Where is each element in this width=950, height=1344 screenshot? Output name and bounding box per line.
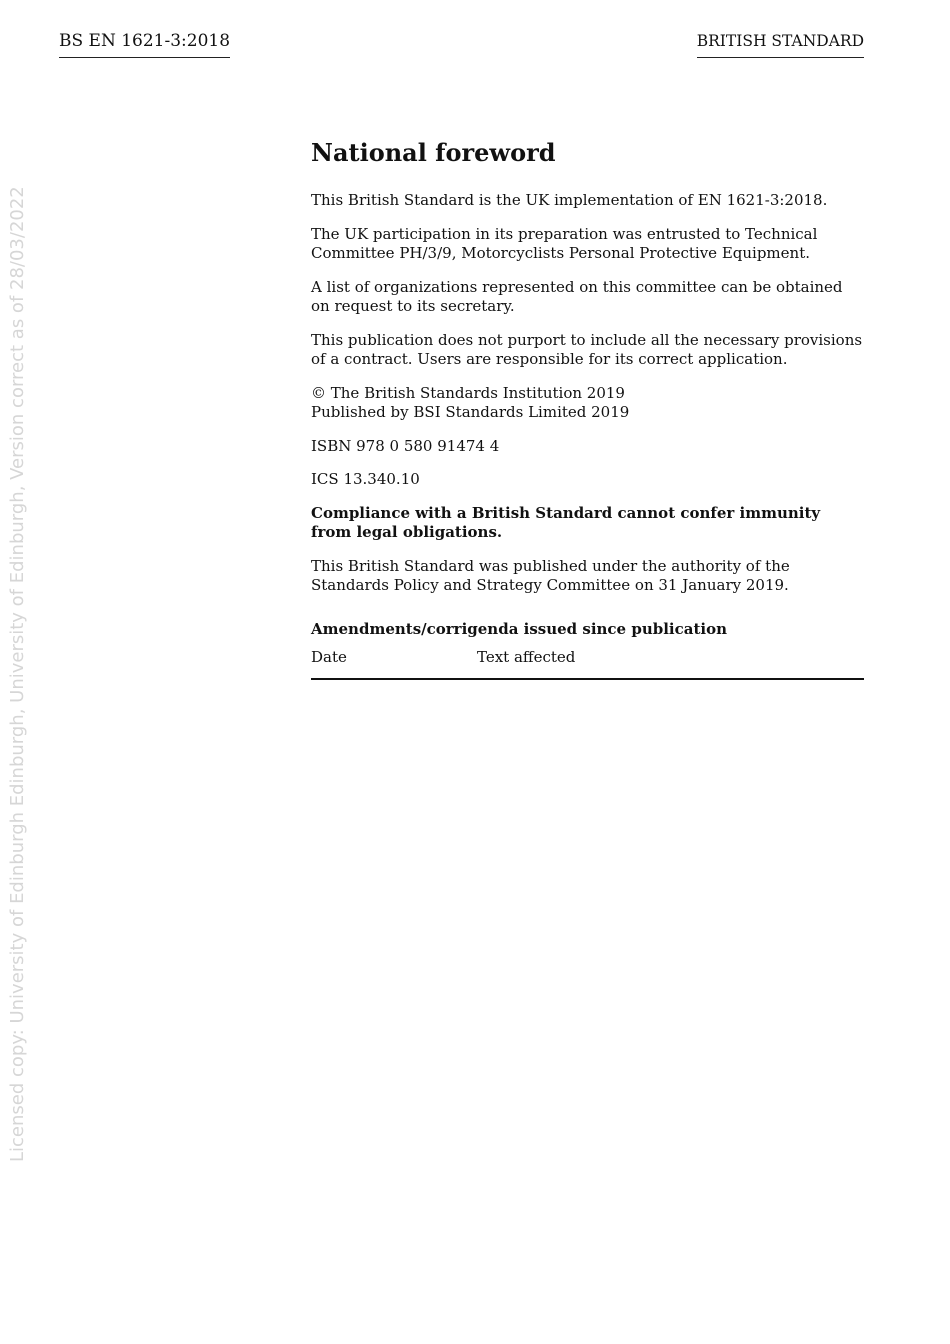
national-foreword-section [311, 137, 864, 680]
license-watermark: Licensed copy: University of Edinburgh Edinburgh, University of Edinburgh, Version correct as of 28/03/2022 [7, 186, 28, 1162]
participation-paragraph: The UK participation in its preparation was entrusted to Technical Committee PH/3/9, Motorcyclists Personal Protective Equipment. [311, 224, 818, 262]
compliance-notice: Compliance with a British Standard cannot confer immunity from legal obligations. [311, 503, 821, 541]
amendments-table [311, 646, 864, 680]
amendments-heading: Amendments/corrigenda issued since publication [311, 619, 727, 638]
ics-line: ICS 13.340.10 [311, 470, 420, 488]
header-document-id: BS EN 1621-3:2018 [59, 30, 230, 58]
isbn-line: ISBN 978 0 580 91474 4 [311, 436, 500, 455]
organizations-paragraph: A list of organizations represented on this committee can be obtained on request to its secretary. [311, 277, 843, 315]
page-title: National foreword [311, 138, 556, 167]
copyright-line: © The British Standards Institution 2019 [311, 383, 625, 402]
published-line: Published by BSI Standards Limited 2019 [311, 403, 630, 421]
copyright-block [311, 384, 864, 423]
implementation-paragraph: This British Standard is the UK implementation of EN 1621-3:2018. [311, 191, 828, 209]
column-header-text-affected: Text affected [477, 646, 864, 679]
provisions-paragraph: This publication does not purport to include all the necessary provisions of a contract. Users are responsible for its correct application. [311, 330, 863, 368]
header-series-label: BRITISH STANDARD [697, 31, 864, 58]
column-header-date: Date [311, 646, 477, 679]
amendments-header-row [311, 646, 864, 679]
authority-paragraph: This British Standard was published under the authority of the Standards Policy and Strategy Committee on 31 January 2019. [311, 556, 790, 594]
